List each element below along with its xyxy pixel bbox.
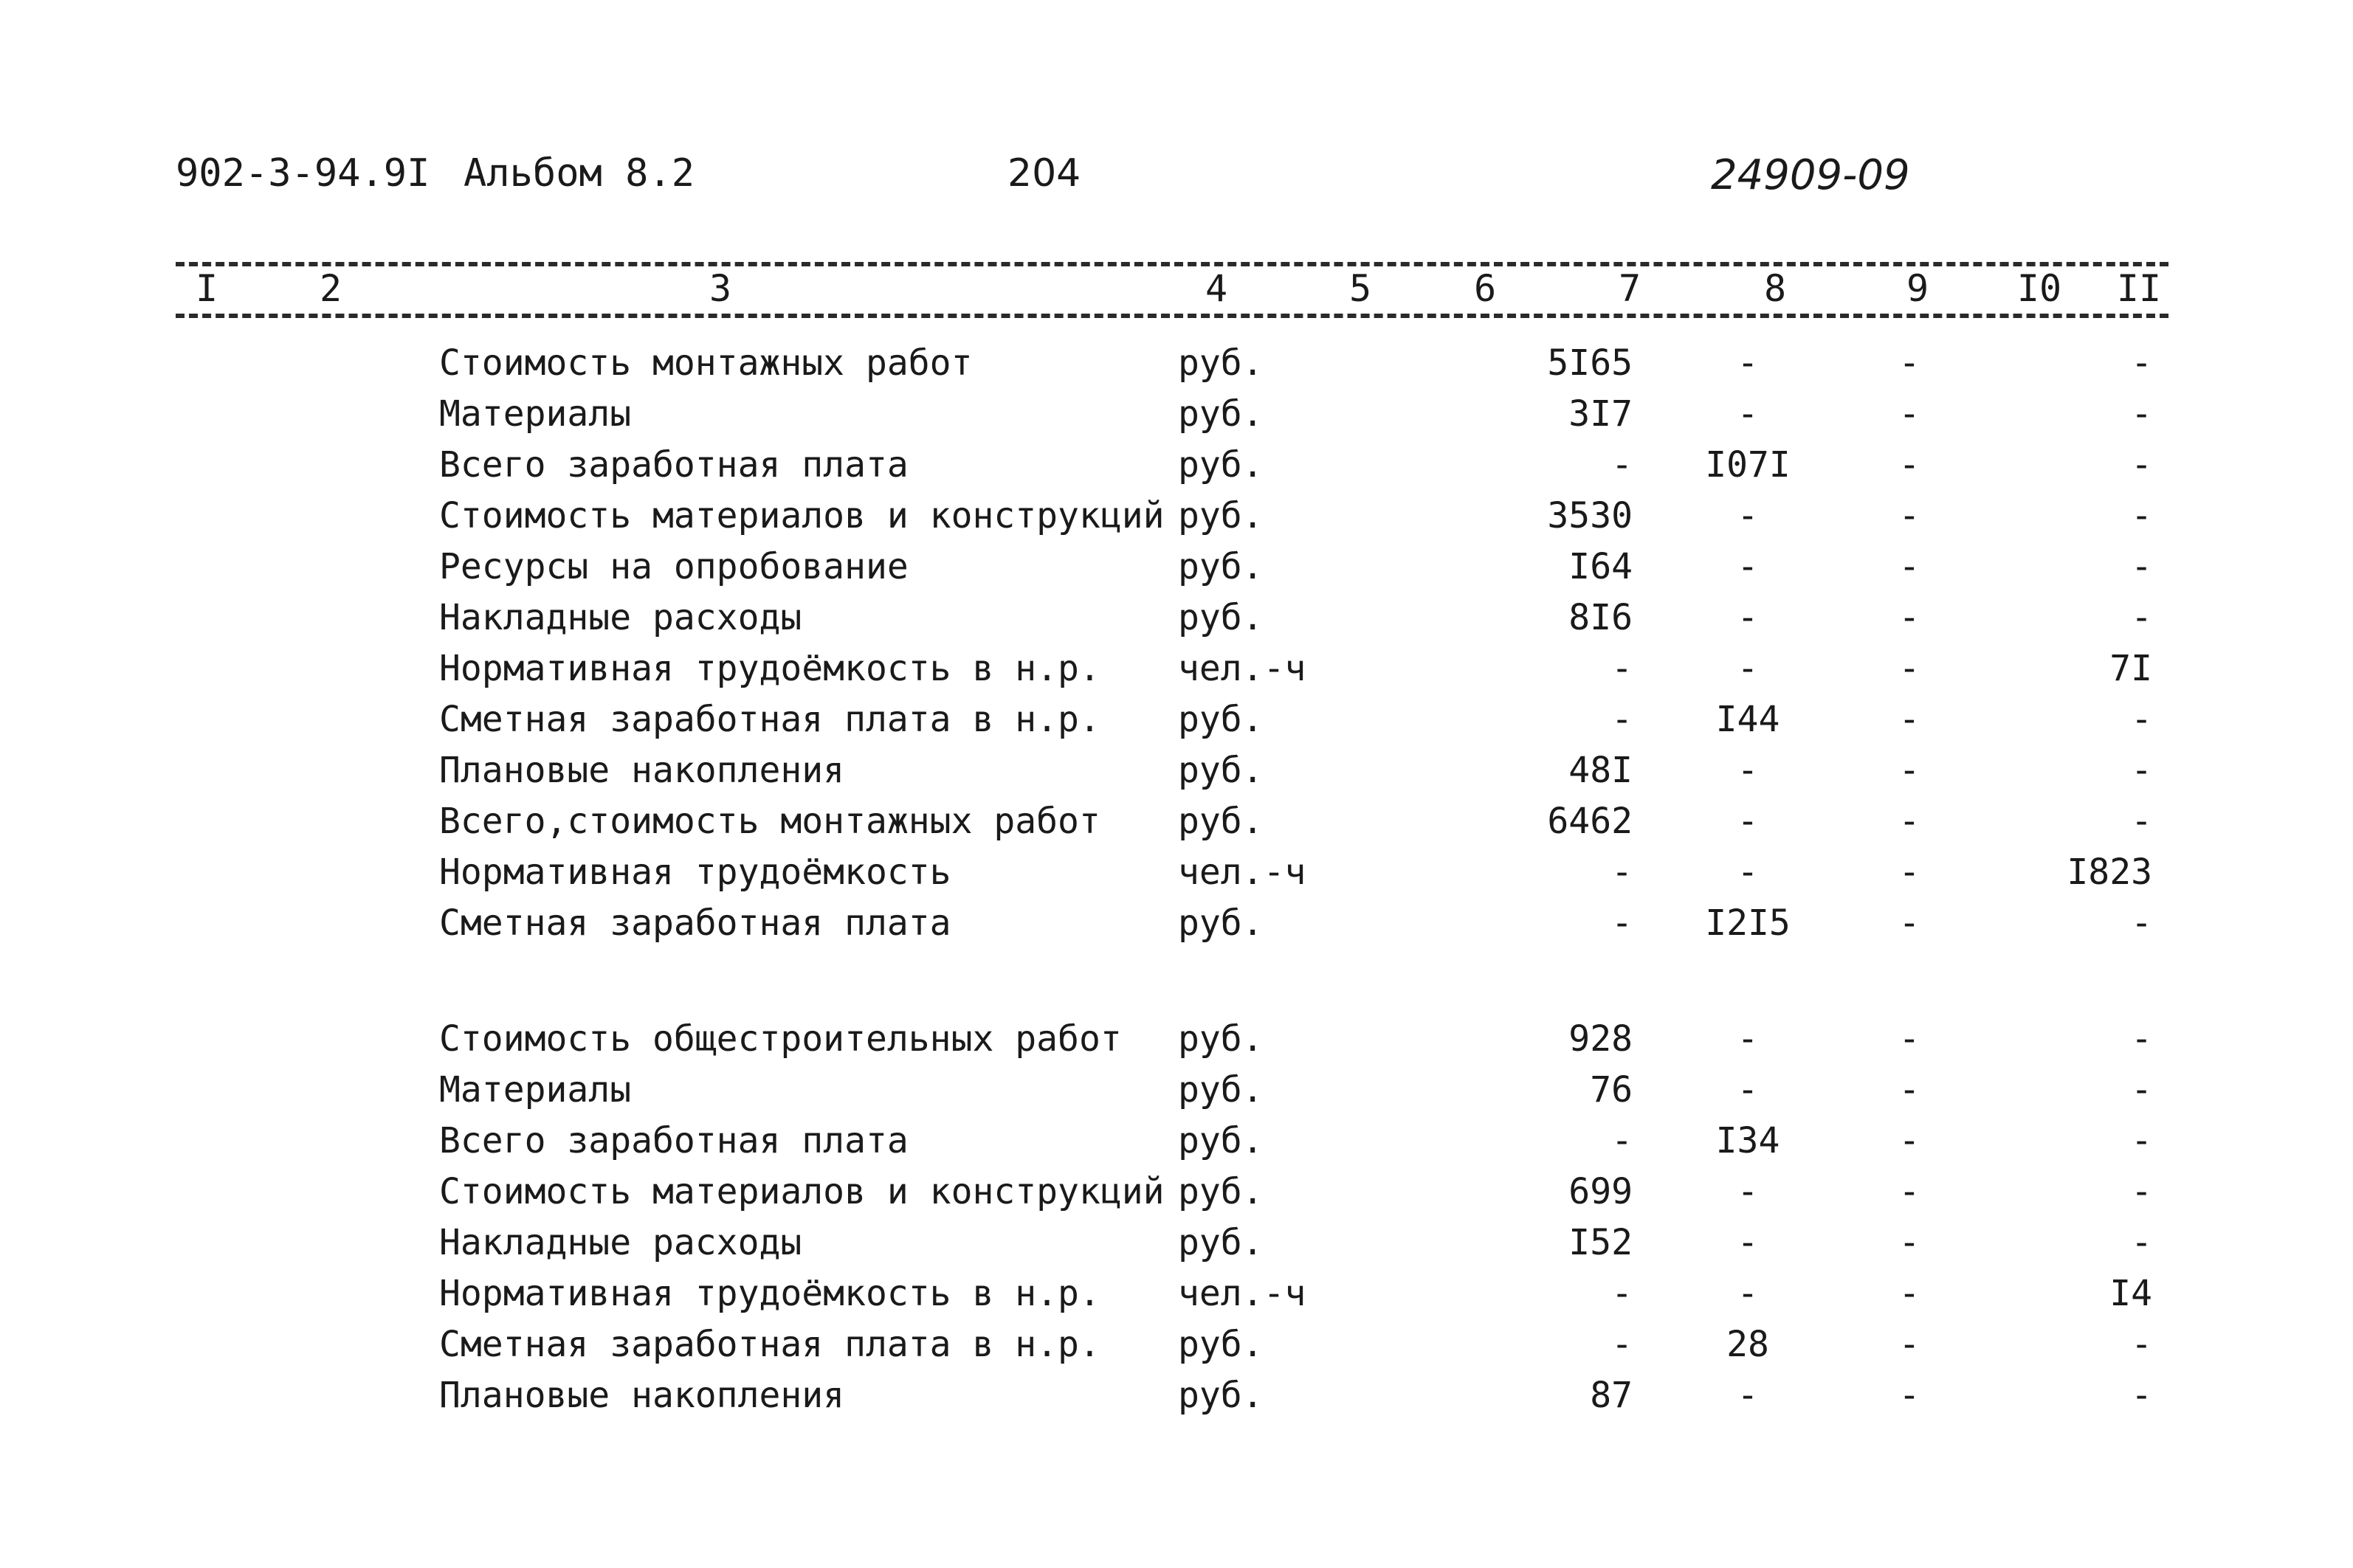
row-name: Нормативная трудоёмкость (439, 852, 951, 893)
row-col11-value: - (2131, 1375, 2152, 1416)
row-unit: руб. (1178, 699, 1264, 740)
row-unit: руб. (1178, 495, 1264, 536)
table-row (0, 440, 2353, 491)
row-col8-value: - (1737, 1018, 1759, 1060)
row-col7-value: 48I (1568, 750, 1633, 791)
row-col8-value: 28 (1726, 1324, 1769, 1365)
document-code: 902-3-94.9I (176, 151, 430, 196)
row-unit: руб. (1178, 1018, 1264, 1060)
row-col9-value: - (1898, 801, 1920, 842)
column-number-7: 7 (1618, 267, 1641, 310)
table-row (0, 1065, 2353, 1116)
row-unit: руб. (1178, 1324, 1264, 1365)
row-col7-value: 8I6 (1568, 597, 1633, 638)
row-col8-value: - (1737, 852, 1759, 893)
row-col7-value: 5I65 (1547, 342, 1633, 384)
table-row (0, 1167, 2353, 1218)
row-col9-value: - (1898, 750, 1920, 791)
row-name: Стоимость материалов и конструкций (439, 495, 1165, 536)
column-number-11: II (2116, 267, 2162, 310)
row-col9-value: - (1898, 495, 1920, 536)
row-col11-value: - (2131, 1324, 2152, 1365)
row-unit: руб. (1178, 342, 1264, 384)
row-col9-value: - (1898, 1273, 1920, 1314)
table-row (0, 593, 2353, 643)
row-col11-value: - (2131, 750, 2152, 791)
row-col8-value: - (1737, 495, 1759, 536)
table-row (0, 847, 2353, 898)
row-col11-value: - (2131, 1069, 2152, 1111)
row-col9-value: - (1898, 1222, 1920, 1263)
document-number: 24909-09 (1711, 151, 1910, 199)
table-row (0, 389, 2353, 440)
row-col7-value: I52 (1568, 1222, 1633, 1263)
row-unit: руб. (1178, 393, 1264, 435)
row-name: Материалы (439, 1069, 632, 1111)
row-col11-value: - (2131, 1018, 2152, 1060)
row-unit: руб. (1178, 1222, 1264, 1263)
row-col7-value: 76 (1590, 1069, 1633, 1111)
row-col9-value: - (1898, 902, 1920, 944)
row-unit: руб. (1178, 1120, 1264, 1161)
table-row (0, 1370, 2353, 1421)
estimate-table-body (0, 338, 2353, 1421)
row-col8-value: - (1737, 597, 1759, 638)
column-number-9: 9 (1906, 267, 1929, 310)
row-col9-value: - (1898, 1069, 1920, 1111)
row-unit: чел.-ч (1178, 648, 1306, 689)
row-unit: чел.-ч (1178, 1273, 1306, 1314)
row-col7-value: 3I7 (1568, 393, 1633, 435)
row-col9-value: - (1898, 444, 1920, 486)
row-col9-value: - (1898, 393, 1920, 435)
table-row (0, 491, 2353, 542)
row-unit: руб. (1178, 1171, 1264, 1212)
row-unit: руб. (1178, 801, 1264, 842)
row-name: Сметная заработная плата в н.р. (439, 699, 1100, 740)
row-name: Сметная заработная плата (439, 902, 951, 944)
row-unit: руб. (1178, 546, 1264, 587)
row-col11-value: - (2131, 1222, 2152, 1263)
row-name: Накладные расходы (439, 597, 802, 638)
row-col7-value: 87 (1590, 1375, 1633, 1416)
row-unit: руб. (1178, 444, 1264, 486)
row-col9-value: - (1898, 546, 1920, 587)
column-number-5: 5 (1348, 267, 1372, 310)
column-number-3: 3 (709, 267, 732, 310)
row-col8-value: I44 (1715, 699, 1780, 740)
row-unit: руб. (1178, 1375, 1264, 1416)
album-label: Альбом 8.2 (464, 151, 695, 196)
row-unit: руб. (1178, 597, 1264, 638)
row-col9-value: - (1898, 1375, 1920, 1416)
row-name: Всего,стоимость монтажных работ (439, 801, 1100, 842)
row-col9-value: - (1898, 597, 1920, 638)
row-name: Всего заработная плата (439, 444, 909, 486)
row-name: Плановые накопления (439, 750, 845, 791)
row-col7-value: 699 (1568, 1171, 1633, 1212)
column-number-10: I0 (2016, 267, 2062, 310)
row-name: Стоимость общестроительных работ (439, 1018, 1122, 1060)
table-row (0, 1116, 2353, 1167)
row-name: Накладные расходы (439, 1222, 802, 1263)
row-col8-value: - (1737, 1375, 1759, 1416)
table-row (0, 542, 2353, 593)
row-col11-value: - (2131, 1120, 2152, 1161)
table-header-bottom-rule (176, 314, 2168, 318)
row-col9-value: - (1898, 1324, 1920, 1365)
row-col11-value: - (2131, 597, 2152, 638)
row-col8-value: I34 (1715, 1120, 1780, 1161)
row-col8-value: I07I (1705, 444, 1791, 486)
row-col8-value: - (1737, 342, 1759, 384)
table-row (0, 1014, 2353, 1065)
column-number-4: 4 (1205, 267, 1228, 310)
table-header-top-rule (176, 262, 2168, 266)
row-col8-value: - (1737, 393, 1759, 435)
row-col8-value: - (1737, 801, 1759, 842)
row-col7-value: - (1611, 444, 1633, 486)
table-row (0, 1218, 2353, 1268)
row-col8-value: - (1737, 1171, 1759, 1212)
row-col8-value: - (1737, 1069, 1759, 1111)
row-col7-value: - (1611, 648, 1633, 689)
row-col11-value: I823 (2067, 852, 2152, 893)
row-unit: чел.-ч (1178, 852, 1306, 893)
row-col8-value: - (1737, 648, 1759, 689)
row-col9-value: - (1898, 699, 1920, 740)
row-col8-value: I2I5 (1705, 902, 1791, 944)
row-col9-value: - (1898, 342, 1920, 384)
row-col8-value: - (1737, 1222, 1759, 1263)
column-number-6: 6 (1473, 267, 1497, 310)
row-name: Сметная заработная плата в н.р. (439, 1324, 1100, 1365)
row-col7-value: - (1611, 1324, 1633, 1365)
row-col11-value: 7I (2109, 648, 2152, 689)
table-row (0, 1268, 2353, 1319)
row-name: Плановые накопления (439, 1375, 845, 1416)
row-col7-value: 6462 (1547, 801, 1633, 842)
row-col7-value: - (1611, 1273, 1633, 1314)
table-row (0, 1319, 2353, 1370)
row-name: Нормативная трудоёмкость в н.р. (439, 648, 1100, 689)
row-unit: руб. (1178, 902, 1264, 944)
table-row (0, 694, 2353, 745)
row-unit: руб. (1178, 1069, 1264, 1111)
row-unit: руб. (1178, 750, 1264, 791)
column-number-8: 8 (1763, 267, 1787, 310)
table-row (0, 643, 2353, 694)
row-col9-value: - (1898, 852, 1920, 893)
row-name: Всего заработная плата (439, 1120, 909, 1161)
row-col11-value: - (2131, 393, 2152, 435)
row-col11-value: - (2131, 546, 2152, 587)
row-col7-value: - (1611, 852, 1633, 893)
row-col9-value: - (1898, 1018, 1920, 1060)
row-col11-value: I4 (2109, 1273, 2152, 1314)
row-name: Стоимость материалов и конструкций (439, 1171, 1165, 1212)
row-col8-value: - (1737, 1273, 1759, 1314)
row-col9-value: - (1898, 1120, 1920, 1161)
row-col7-value: - (1611, 1120, 1633, 1161)
row-col7-value: - (1611, 699, 1633, 740)
row-col7-value: - (1611, 902, 1633, 944)
row-name: Ресурсы на опробование (439, 546, 909, 587)
row-col8-value: - (1737, 546, 1759, 587)
column-number-2: 2 (319, 267, 342, 310)
row-col11-value: - (2131, 1171, 2152, 1212)
table-row (0, 898, 2353, 949)
row-name: Материалы (439, 393, 632, 435)
table-row (0, 338, 2353, 389)
row-col9-value: - (1898, 1171, 1920, 1212)
row-col7-value: I64 (1568, 546, 1633, 587)
row-col9-value: - (1898, 648, 1920, 689)
table-row (0, 796, 2353, 847)
row-name: Нормативная трудоёмкость в н.р. (439, 1273, 1100, 1314)
row-col11-value: - (2131, 801, 2152, 842)
row-name: Стоимость монтажных работ (439, 342, 973, 384)
row-col11-value: - (2131, 444, 2152, 486)
row-col11-value: - (2131, 495, 2152, 536)
column-number-1: I (195, 267, 218, 310)
row-col7-value: 928 (1568, 1018, 1633, 1060)
table-row (0, 745, 2353, 796)
row-col11-value: - (2131, 342, 2152, 384)
row-col8-value: - (1737, 750, 1759, 791)
row-col7-value: 3530 (1547, 495, 1633, 536)
row-col11-value: - (2131, 902, 2152, 944)
page-number: 204 (1007, 151, 1081, 196)
row-col11-value: - (2131, 699, 2152, 740)
